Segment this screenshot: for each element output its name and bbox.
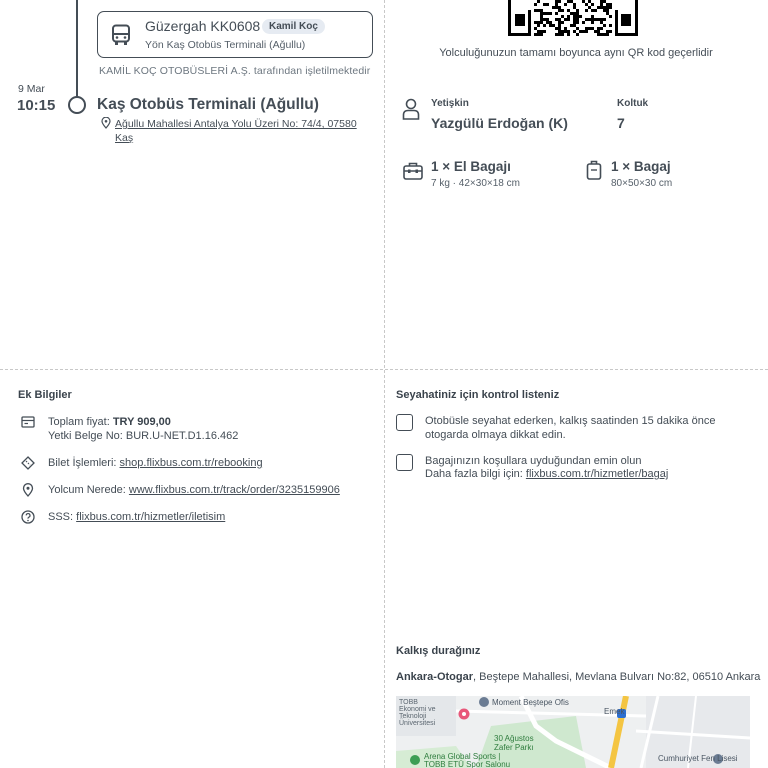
timeline-line — [76, 0, 78, 98]
route-direction: Yön Kaş Otobüs Terminali (Ağullu) — [145, 39, 306, 51]
bus-icon — [111, 24, 131, 46]
map-label: TOBB — [399, 699, 418, 706]
route-title: Güzergah KK0608 — [145, 18, 261, 34]
hold-luggage-detail: 80×50×30 cm — [611, 178, 673, 189]
map-label: TOBB ETÜ Spor Salonu — [424, 760, 511, 768]
baggage-info-link[interactable]: flixbus.com.tr/hizmetler/bagaj — [525, 468, 669, 480]
ticket-ops — [48, 456, 263, 470]
seat-label: Koltuk — [617, 98, 649, 109]
map-label: Zafer Parkı — [494, 743, 534, 752]
extra-info-title: Ek Bilgiler — [18, 389, 72, 401]
map-label: Ekonomi ve — [399, 706, 436, 713]
departure-map[interactable] — [396, 696, 750, 768]
help-icon — [21, 510, 35, 524]
hand-luggage-detail: 7 kg · 42×30×18 cm — [431, 178, 520, 189]
suitcase-icon — [584, 160, 604, 180]
arrival-date: 9 Mar — [18, 83, 45, 95]
tracking — [48, 483, 340, 497]
checklist-item-2-title: Bagajınızın koşullara uyduğundan emin olun — [425, 455, 642, 467]
tracking-link[interactable]: www.flixbus.com.tr/track/order/3235159906 — [128, 484, 340, 496]
map-label: 30 Ağustos — [494, 734, 534, 743]
map-label: Üniversitesi — [399, 720, 436, 727]
faq — [48, 510, 225, 524]
total-price — [48, 415, 171, 429]
person-icon — [402, 98, 420, 120]
arrival-stop-address[interactable]: Ağullu Mahallesi Antalya Yolu Üzeri No: 74/4, 07580 Kaş — [115, 118, 357, 144]
checklist-item-2-more — [425, 467, 668, 481]
horizontal-divider — [0, 369, 768, 370]
passenger-type-label: Yetişkin — [431, 98, 469, 109]
tracking-label: Yolcum Nerede: — [48, 484, 126, 496]
map-label: Moment Beştepe Ofis — [492, 698, 569, 707]
route-card — [97, 11, 373, 58]
total-price-label: Toplam fiyat: — [48, 416, 110, 428]
arrival-stop-name: Kaş Otobüs Terminali (Ağullu) — [97, 96, 319, 113]
departure-stop-address — [396, 670, 760, 684]
ticket-ops-link[interactable]: shop.flixbus.com.tr/rebooking — [119, 457, 263, 469]
arrival-time: 10:15 — [17, 97, 56, 114]
location-pin-icon — [101, 117, 111, 129]
departure-stop-title: Kalkış durağınız — [396, 645, 481, 657]
passenger-name: Yazgülü Erdoğan (K) — [431, 115, 568, 131]
hand-luggage-title: 1 × El Bagajı — [431, 159, 511, 174]
map-label: Teknoloji — [399, 713, 427, 720]
ticket-ops-label: Bilet İşlemleri: — [48, 457, 117, 469]
departure-stop-street: , Beştepe Mahallesi, Mevlana Bulvarı No:82, 06510 Ankara — [473, 671, 761, 683]
map-label: Cumhuriyet Fen Lisesi — [658, 754, 738, 763]
location-pin-icon — [21, 483, 35, 497]
checklist-item-2-prefix: Daha fazla bilgi için: — [425, 468, 523, 480]
checklist-checkbox-1[interactable] — [396, 414, 413, 431]
receipt-icon — [21, 415, 35, 429]
faq-label: SSS: — [48, 511, 74, 523]
map-canvas — [396, 696, 750, 768]
seat-number: 7 — [617, 115, 625, 131]
departure-stop-name: Ankara-Otogar — [396, 671, 474, 683]
hold-luggage-title: 1 × Bagaj — [611, 159, 671, 174]
qr-code — [508, 0, 638, 36]
map-label: Emek — [604, 707, 625, 716]
timeline-stop-dot — [68, 96, 86, 114]
map-label: Arena Global Sports | — [424, 752, 501, 761]
faq-link[interactable]: flixbus.com.tr/hizmetler/iletisim — [76, 511, 226, 523]
vertical-divider — [384, 0, 385, 768]
checklist-item-1: Otobüsle seyahat ederken, kalkış saatinden 15 dakika önce otogarda olmaya dikkat edin. — [425, 415, 716, 441]
total-price-value: TRY 909,00 — [112, 416, 171, 428]
operator-badge: Kamil Koç — [262, 19, 325, 34]
qr-note: Yolculuğunuzun tamamı boyunca aynı QR kod geçerlidir — [439, 47, 713, 59]
license-number: Yetki Belge No: BUR.U-NET.D1.16.462 — [48, 430, 239, 442]
ticket-icon — [21, 456, 35, 470]
checklist-title: Seyahatiniz için kontrol listeniz — [396, 389, 560, 401]
operator-note: KAMİL KOÇ OTOBÜSLERİ A.Ş. tarafından işletilmektedir — [99, 65, 371, 77]
checklist-checkbox-2[interactable] — [396, 454, 413, 471]
hand-luggage-icon — [403, 161, 423, 181]
